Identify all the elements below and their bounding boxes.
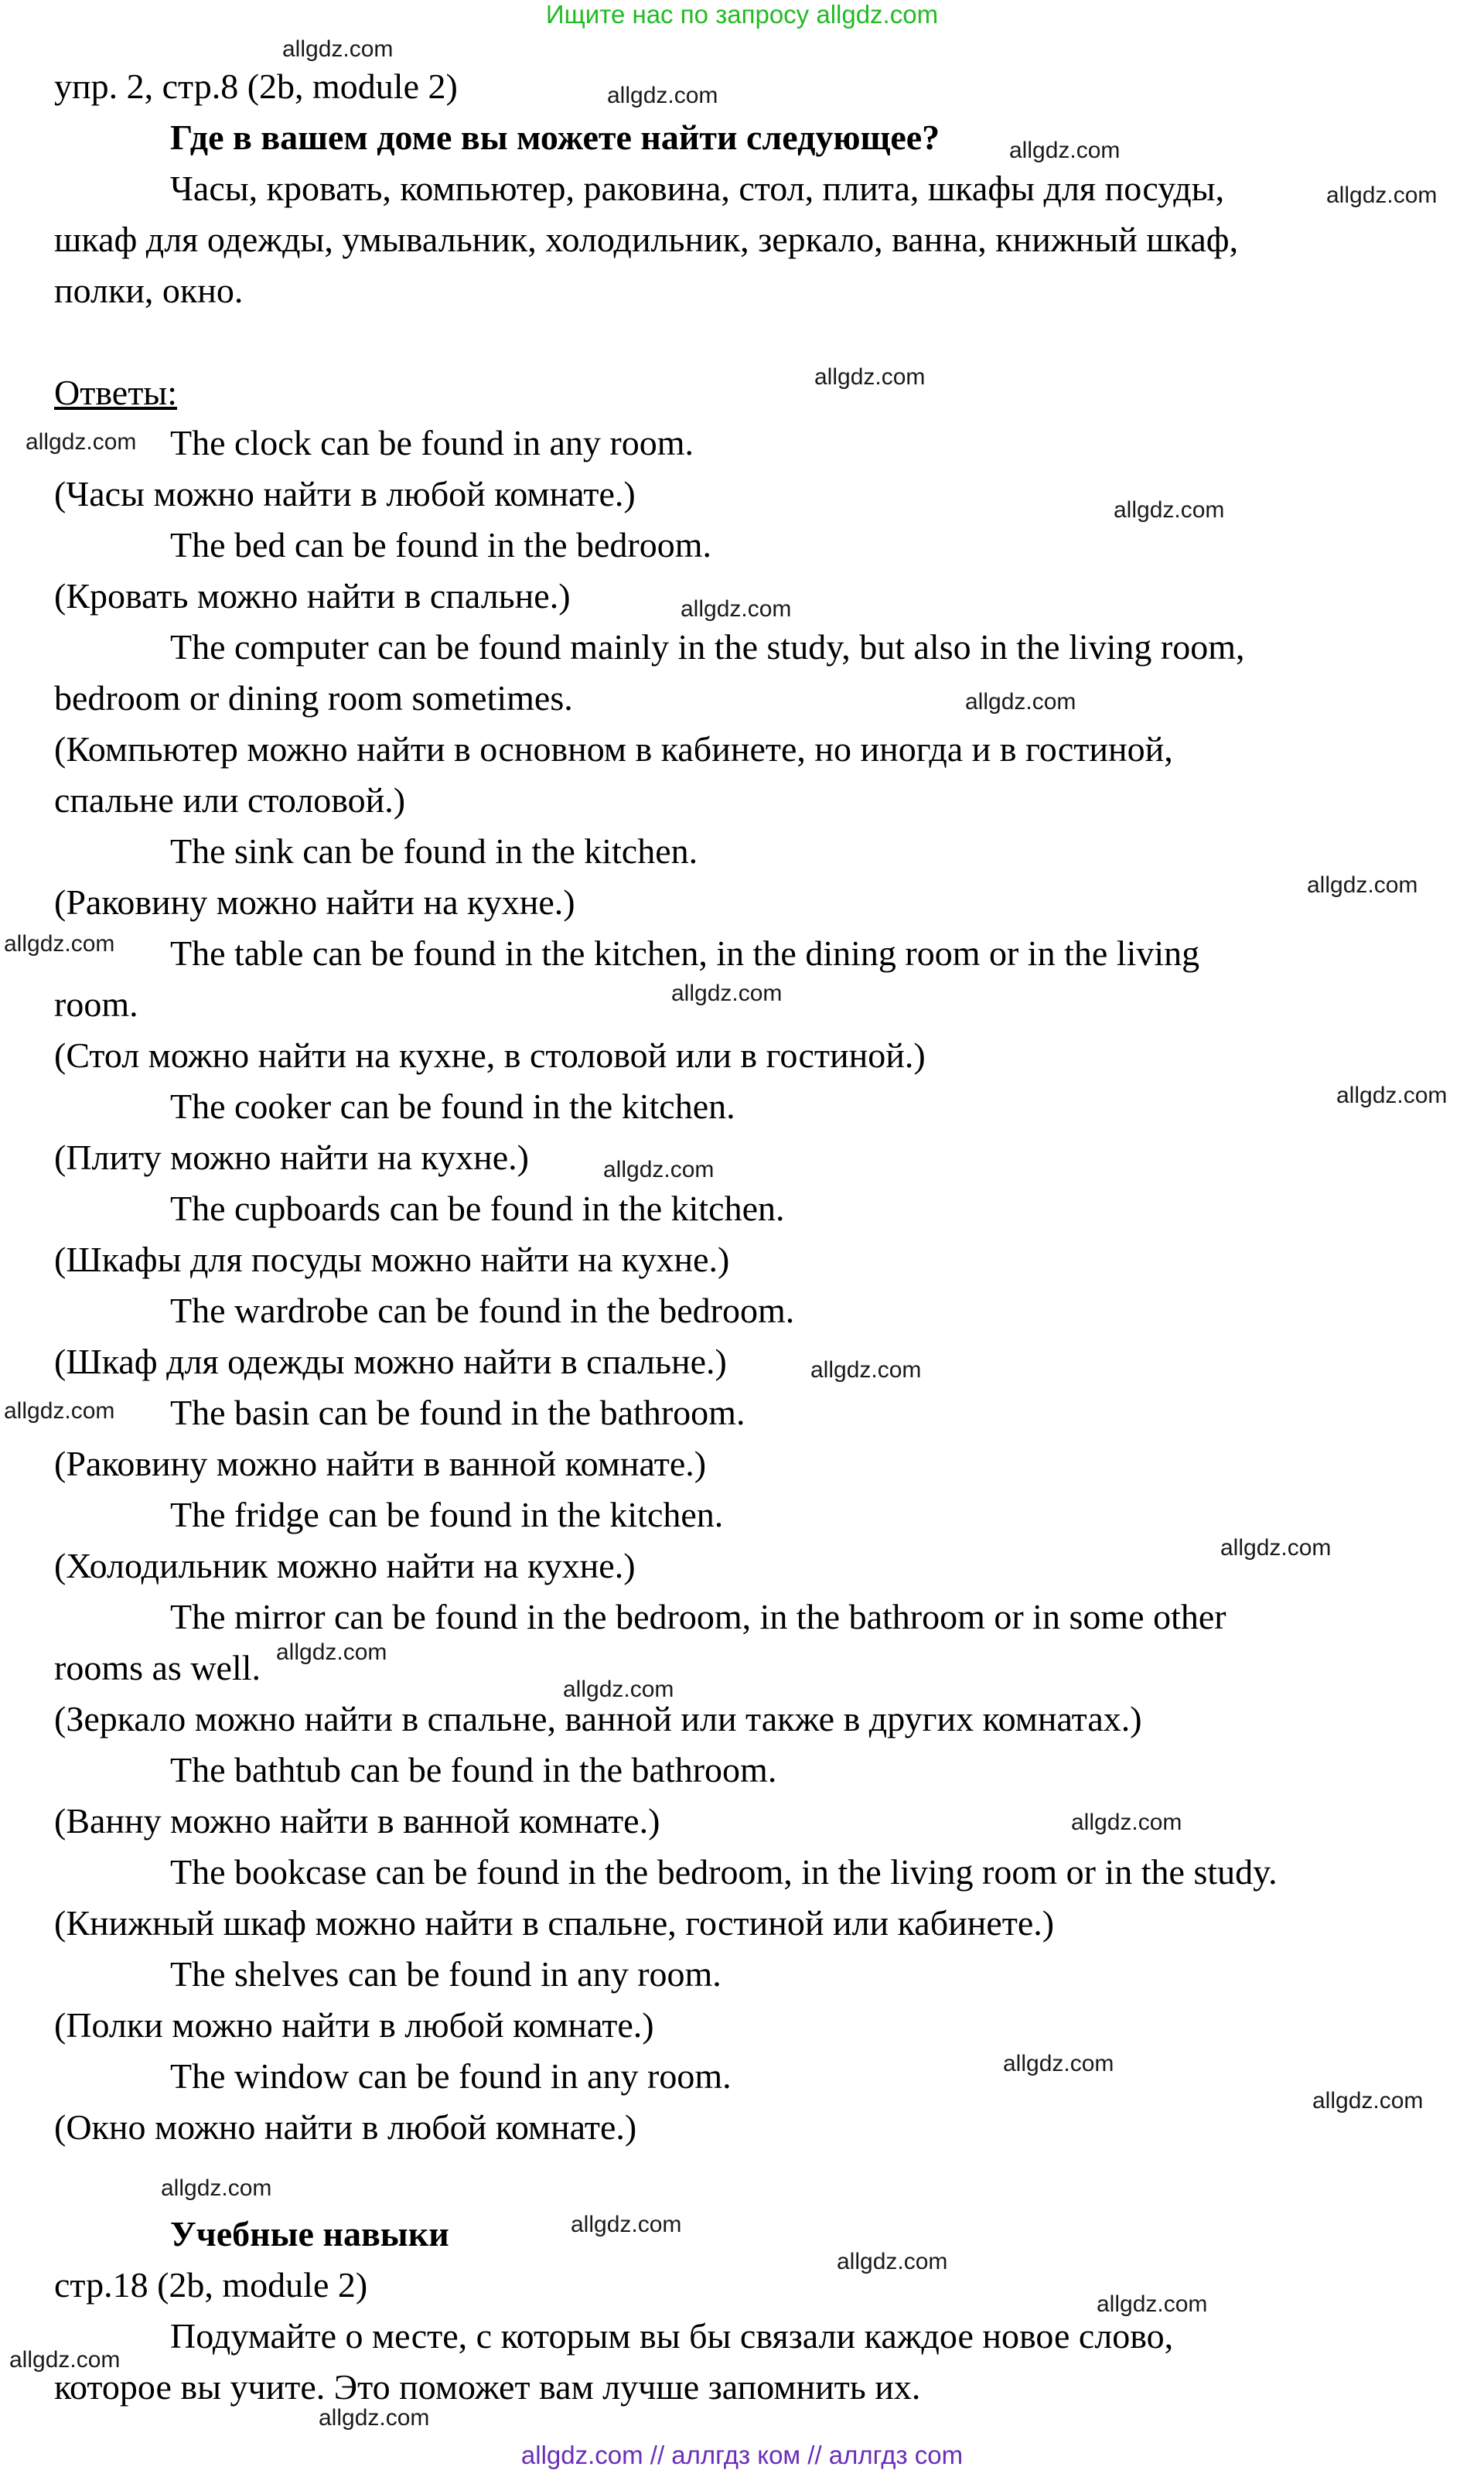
watermark: allgdz.com	[810, 1357, 922, 1383]
answer-en: The computer can be found mainly in the study, but also in the living room,	[170, 627, 1245, 667]
answer-en: The fridge can be found in the kitchen.	[170, 1495, 724, 1534]
watermark: allgdz.com	[603, 1157, 715, 1182]
watermark: allgdz.com	[319, 2405, 430, 2431]
watermark: allgdz.com	[607, 83, 718, 108]
watermark: allgdz.com	[681, 596, 792, 622]
watermark: allgdz.com	[1307, 872, 1418, 898]
answer-en: The mirror can be found in the bedroom, in the bathroom or in some other	[170, 1597, 1226, 1636]
answer-ru: (Компьютер можно найти в основном в кабинете, но иногда и в гостиной,	[54, 729, 1173, 769]
watermark: allgdz.com	[276, 1639, 387, 1665]
answer-ru: (Ванну можно найти в ванной комнате.)	[54, 1801, 660, 1841]
answer-ru: (Стол можно найти на кухне, в столовой или в гостиной.)	[54, 1035, 926, 1075]
watermark: allgdz.com	[282, 36, 394, 62]
answer-ru: (Кровать можно найти в спальне.)	[54, 576, 571, 616]
answer-en: The basin can be found in the bathroom.	[170, 1393, 745, 1432]
answer-ru: (Окно можно найти в любой комнате.)	[54, 2107, 637, 2147]
exercise-reference: упр. 2, стр.8 (2b, module 2)	[54, 67, 458, 106]
answer-en: room.	[54, 984, 138, 1024]
answer-ru: спальне или столовой.)	[54, 780, 406, 820]
watermark: allgdz.com	[1009, 138, 1121, 163]
watermark: allgdz.com	[1326, 183, 1438, 208]
watermark: allgdz.com	[1114, 497, 1225, 523]
answer-ru: (Раковину можно найти на кухне.)	[54, 882, 575, 922]
answer-en: The sink can be found in the kitchen.	[170, 831, 698, 871]
watermark: allgdz.com	[1097, 2291, 1208, 2317]
answers-label: Ответы:	[54, 373, 177, 412]
watermark: allgdz.com	[814, 364, 926, 390]
watermark: allgdz.com	[161, 2175, 272, 2201]
answer-en: bedroom or dining room sometimes.	[54, 678, 573, 718]
answer-en: The clock can be found in any room.	[170, 423, 694, 462]
watermark: allgdz.com	[4, 1398, 115, 1424]
watermark: allgdz.com	[4, 931, 115, 957]
answer-en: The table can be found in the kitchen, in the dining room or in the living	[170, 933, 1200, 973]
watermark: allgdz.com	[837, 2249, 948, 2274]
answer-en: The bathtub can be found in the bathroom.	[170, 1750, 777, 1790]
answer-ru: (Шкаф для одежды можно найти в спальне.)	[54, 1342, 727, 1381]
answer-en: The window can be found in any room.	[170, 2056, 732, 2096]
answer-en: The bed can be found in the bedroom.	[170, 525, 711, 565]
answer-ru: (Книжный шкаф можно найти в спальне, гостиной или кабинете.)	[54, 1903, 1055, 1943]
answer-ru: (Полки можно найти в любой комнате.)	[54, 2005, 654, 2045]
watermark: allgdz.com	[1220, 1535, 1332, 1561]
watermark: allgdz.com	[965, 689, 1076, 715]
answer-ru: (Зеркало можно найти в спальне, ванной или также в других комнатах.)	[54, 1699, 1142, 1738]
watermark: allgdz.com	[563, 1677, 674, 1702]
items-line: полки, окно.	[54, 271, 244, 310]
section-text-line: Подумайте о месте, с которым вы бы связали каждое новое слово,	[170, 2316, 1174, 2356]
answer-en: The wardrobe can be found in the bedroom.	[170, 1291, 795, 1330]
answer-en: The cupboards can be found in the kitchen.	[170, 1189, 785, 1228]
section-reference: стр.18 (2b, module 2)	[54, 2265, 368, 2305]
section-title: Учебные навыки	[170, 2214, 449, 2254]
watermark: allgdz.com	[26, 429, 137, 455]
answer-ru: (Шкафы для посуды можно найти на кухне.)	[54, 1240, 730, 1279]
answer-ru: (Часы можно найти в любой комнате.)	[54, 474, 636, 513]
items-line: шкаф для одежды, умывальник, холодильник, зеркало, ванна, книжный шкаф,	[54, 220, 1239, 259]
exercise-question: Где в вашем доме вы можете найти следующее?	[170, 118, 940, 157]
answer-ru: (Раковину можно найти в ванной комнате.)	[54, 1444, 707, 1483]
watermark: allgdz.com	[571, 2212, 682, 2237]
answer-ru: (Плиту можно найти на кухне.)	[54, 1138, 529, 1177]
items-line: Часы, кровать, компьютер, раковина, стол, плита, шкафы для посуды,	[170, 169, 1225, 208]
answer-en: The bookcase can be found in the bedroom, in the living room or in the study.	[170, 1852, 1278, 1892]
header-banner: Ищите нас по запросу allgdz.com	[545, 0, 939, 29]
watermark: allgdz.com	[1003, 2051, 1114, 2076]
section-text-line: которое вы учите. Это поможет вам лучше запомнить их.	[54, 2367, 921, 2407]
answer-en: The cooker can be found in the kitchen.	[170, 1087, 735, 1126]
watermark: allgdz.com	[1071, 1810, 1182, 1835]
watermark: allgdz.com	[9, 2347, 121, 2373]
answer-en: rooms as well.	[54, 1648, 261, 1687]
watermark: allgdz.com	[671, 981, 783, 1006]
answer-ru: (Холодильник можно найти на кухне.)	[54, 1546, 636, 1585]
footer-banner: allgdz.com // аллгдз ком // аллгдз com	[520, 2441, 964, 2469]
watermark: allgdz.com	[1312, 2088, 1424, 2114]
watermark: allgdz.com	[1336, 1083, 1448, 1108]
answer-en: The shelves can be found in any room.	[170, 1954, 722, 1994]
